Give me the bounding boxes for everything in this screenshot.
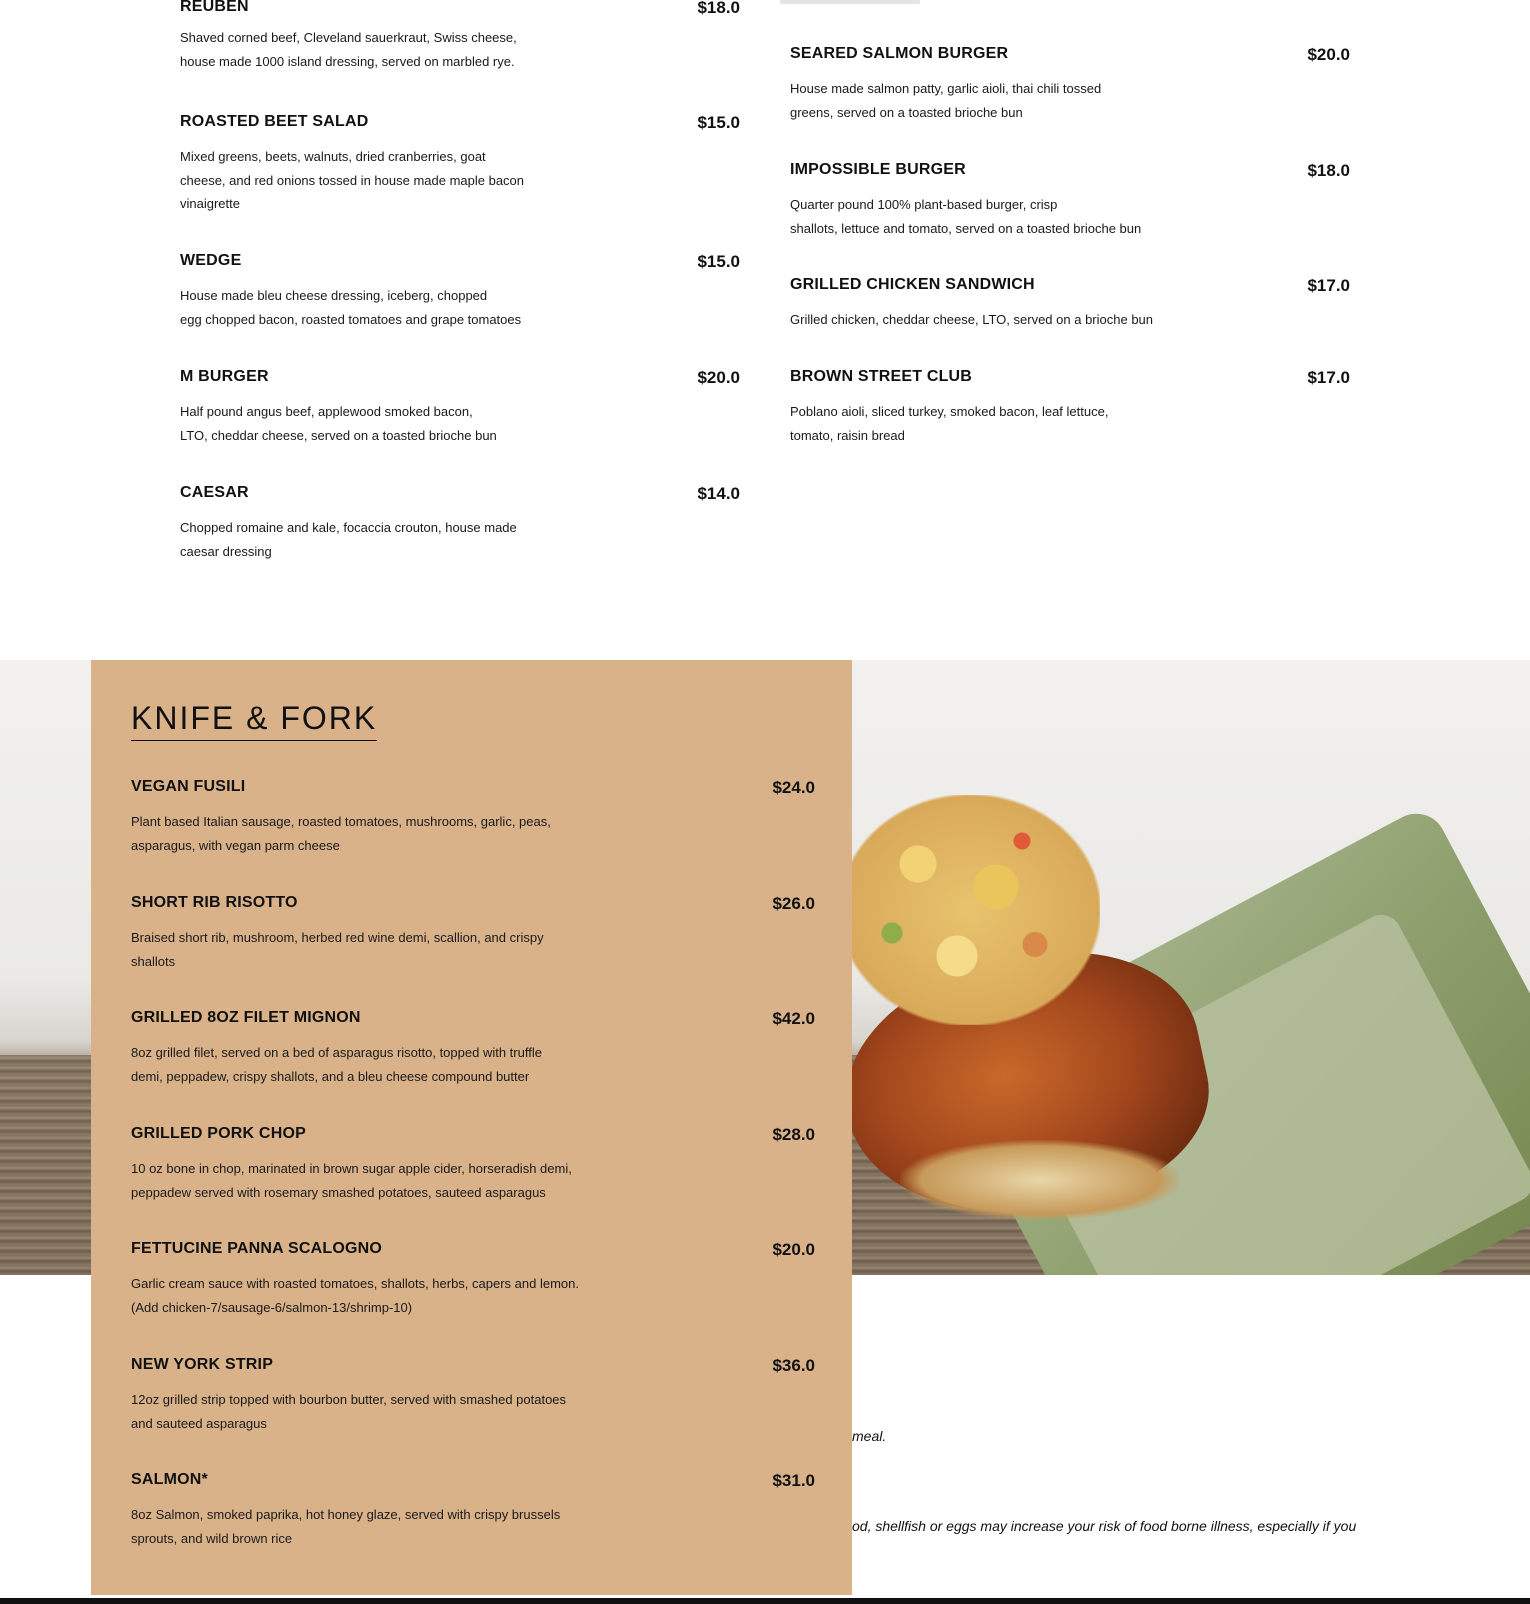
desc-line: tomato, raisin bread — [790, 427, 905, 443]
item-price: $28.0 — [772, 1125, 815, 1144]
item-name: FETTUCINE PANNA SCALOGNO — [131, 1240, 383, 1257]
fruit-salsa — [840, 795, 1100, 1025]
potato-garnish — [900, 1140, 1180, 1220]
desc-line: vinaigrette — [180, 196, 240, 211]
item-name: REUBEN — [180, 0, 249, 15]
item-description — [180, 145, 524, 216]
desc-line: cheese, and red onions tossed in house made maple bacon — [180, 172, 525, 188]
desc-line: shallots — [131, 953, 176, 969]
desc-line: House made salmon patty, garlic aioli, thai chili tossed — [790, 81, 1102, 96]
desc-line: greens, served on a toasted brioche bun — [790, 104, 1023, 120]
desc-line: Grilled chicken, cheddar cheese, LTO, served on a brioche bun — [790, 312, 1154, 327]
desc-line: caesar dressing — [180, 543, 272, 559]
item-price: $20.0 — [772, 1240, 815, 1259]
item-price: $14.0 — [697, 484, 740, 503]
item-price: $26.0 — [772, 894, 815, 913]
food-advisory-note: od, shellfish or eggs may increase your risk of food borne illness, especially if you — [852, 1518, 1357, 1534]
desc-line: and sauteed asparagus — [131, 1415, 267, 1431]
item-name: NEW YORK STRIP — [131, 1356, 274, 1373]
item-name: BROWN STREET CLUB — [790, 368, 973, 385]
item-price: $36.0 — [772, 1356, 815, 1375]
item-name: GRILLED 8OZ FILET MIGNON — [131, 1009, 361, 1026]
item-name: VEGAN FUSILI — [131, 778, 246, 795]
item-price: $31.0 — [772, 1471, 815, 1490]
item-name: GRILLED CHICKEN SANDWICH — [790, 276, 1035, 293]
desc-line: House made bleu cheese dressing, iceberg, chopped — [180, 288, 488, 303]
partial-section-heading — [780, 0, 920, 4]
desc-line: house made 1000 island dressing, served on marbled rye. — [180, 53, 515, 69]
note-meal: meal. — [852, 1428, 887, 1444]
item-description — [790, 193, 1141, 240]
desc-line: asparagus, with vegan parm cheese — [131, 837, 340, 853]
item-price: $18.0 — [1307, 161, 1350, 180]
item-description — [180, 400, 497, 447]
item-name: IMPOSSIBLE BURGER — [790, 161, 966, 178]
item-price: $15.0 — [697, 252, 740, 271]
desc-line: demi, peppadew, crispy shallots, and a bleu cheese compound butter — [131, 1068, 530, 1084]
item-price: $17.0 — [1307, 368, 1350, 387]
item-price: $20.0 — [1307, 45, 1350, 64]
desc-line: Quarter pound 100% plant-based burger, crisp — [790, 197, 1058, 212]
item-price: $18.0 — [697, 0, 740, 17]
desc-line: Plant based Italian sausage, roasted tomatoes, mushrooms, garlic, peas, — [131, 814, 551, 829]
item-name: SEARED SALMON BURGER — [790, 45, 1009, 62]
item-price: $24.0 — [772, 778, 815, 797]
section-title: KNIFE & FORK — [131, 700, 377, 741]
desc-line: Braised short rib, mushroom, herbed red wine demi, scallion, and crispy — [131, 930, 544, 945]
item-price: $20.0 — [697, 368, 740, 387]
desc-line: shallots, lettuce and tomato, served on a toasted brioche bun — [790, 220, 1142, 236]
item-description — [180, 516, 517, 563]
desc-line: 12oz grilled strip topped with bourbon butter, served with smashed potatoes — [131, 1392, 567, 1407]
desc-line: 8oz Salmon, smoked paprika, hot honey glaze, served with crispy brussels — [131, 1507, 561, 1522]
desc-line: 8oz grilled filet, served on a bed of asparagus risotto, topped with truffle — [131, 1045, 542, 1060]
item-price: $15.0 — [697, 113, 740, 132]
footer-border — [0, 1598, 1530, 1604]
desc-line: Shaved corned beef, Cleveland sauerkraut, Swiss cheese, — [180, 30, 517, 45]
item-description — [790, 308, 1153, 332]
desc-line: peppadew served with rosemary smashed potatoes, sauteed asparagus — [131, 1184, 546, 1200]
item-name: SALMON* — [131, 1471, 208, 1488]
item-name: ROASTED BEET SALAD — [180, 113, 369, 130]
item-description — [180, 284, 521, 331]
item-name: SHORT RIB RISOTTO — [131, 894, 298, 911]
item-name: M BURGER — [180, 368, 269, 385]
item-description — [131, 810, 551, 857]
desc-line: egg chopped bacon, roasted tomatoes and grape tomatoes — [180, 311, 522, 327]
knife-fork-panel — [91, 660, 852, 1595]
item-name: CAESAR — [180, 484, 249, 501]
item-description — [131, 1272, 579, 1319]
item-description — [180, 26, 517, 73]
item-description — [131, 1041, 542, 1088]
desc-line: sprouts, and wild brown rice — [131, 1530, 293, 1546]
desc-line: Half pound angus beef, applewood smoked bacon, — [180, 404, 473, 419]
item-description — [131, 1388, 566, 1435]
item-price: $17.0 — [1307, 276, 1350, 295]
item-description — [131, 926, 544, 973]
desc-line: LTO, cheddar cheese, served on a toasted brioche bun — [180, 427, 497, 443]
item-description — [790, 77, 1101, 124]
item-description — [131, 1503, 560, 1550]
desc-line: Garlic cream sauce with roasted tomatoes, shallots, herbs, capers and lemon. — [131, 1276, 579, 1291]
desc-line: (Add chicken-7/sausage-6/salmon-13/shrimp-10) — [131, 1299, 413, 1315]
item-name: WEDGE — [180, 252, 242, 269]
item-price: $42.0 — [772, 1009, 815, 1028]
item-name: GRILLED PORK CHOP — [131, 1125, 306, 1142]
desc-line: Chopped romaine and kale, focaccia crouton, house made — [180, 520, 517, 535]
item-description — [131, 1157, 572, 1204]
desc-line: Mixed greens, beets, walnuts, dried cranberries, goat — [180, 149, 486, 164]
desc-line: 10 oz bone in chop, marinated in brown sugar apple cider, horseradish demi, — [131, 1161, 572, 1176]
desc-line: Poblano aioli, sliced turkey, smoked bacon, leaf lettuce, — [790, 404, 1109, 419]
item-description — [790, 400, 1108, 447]
